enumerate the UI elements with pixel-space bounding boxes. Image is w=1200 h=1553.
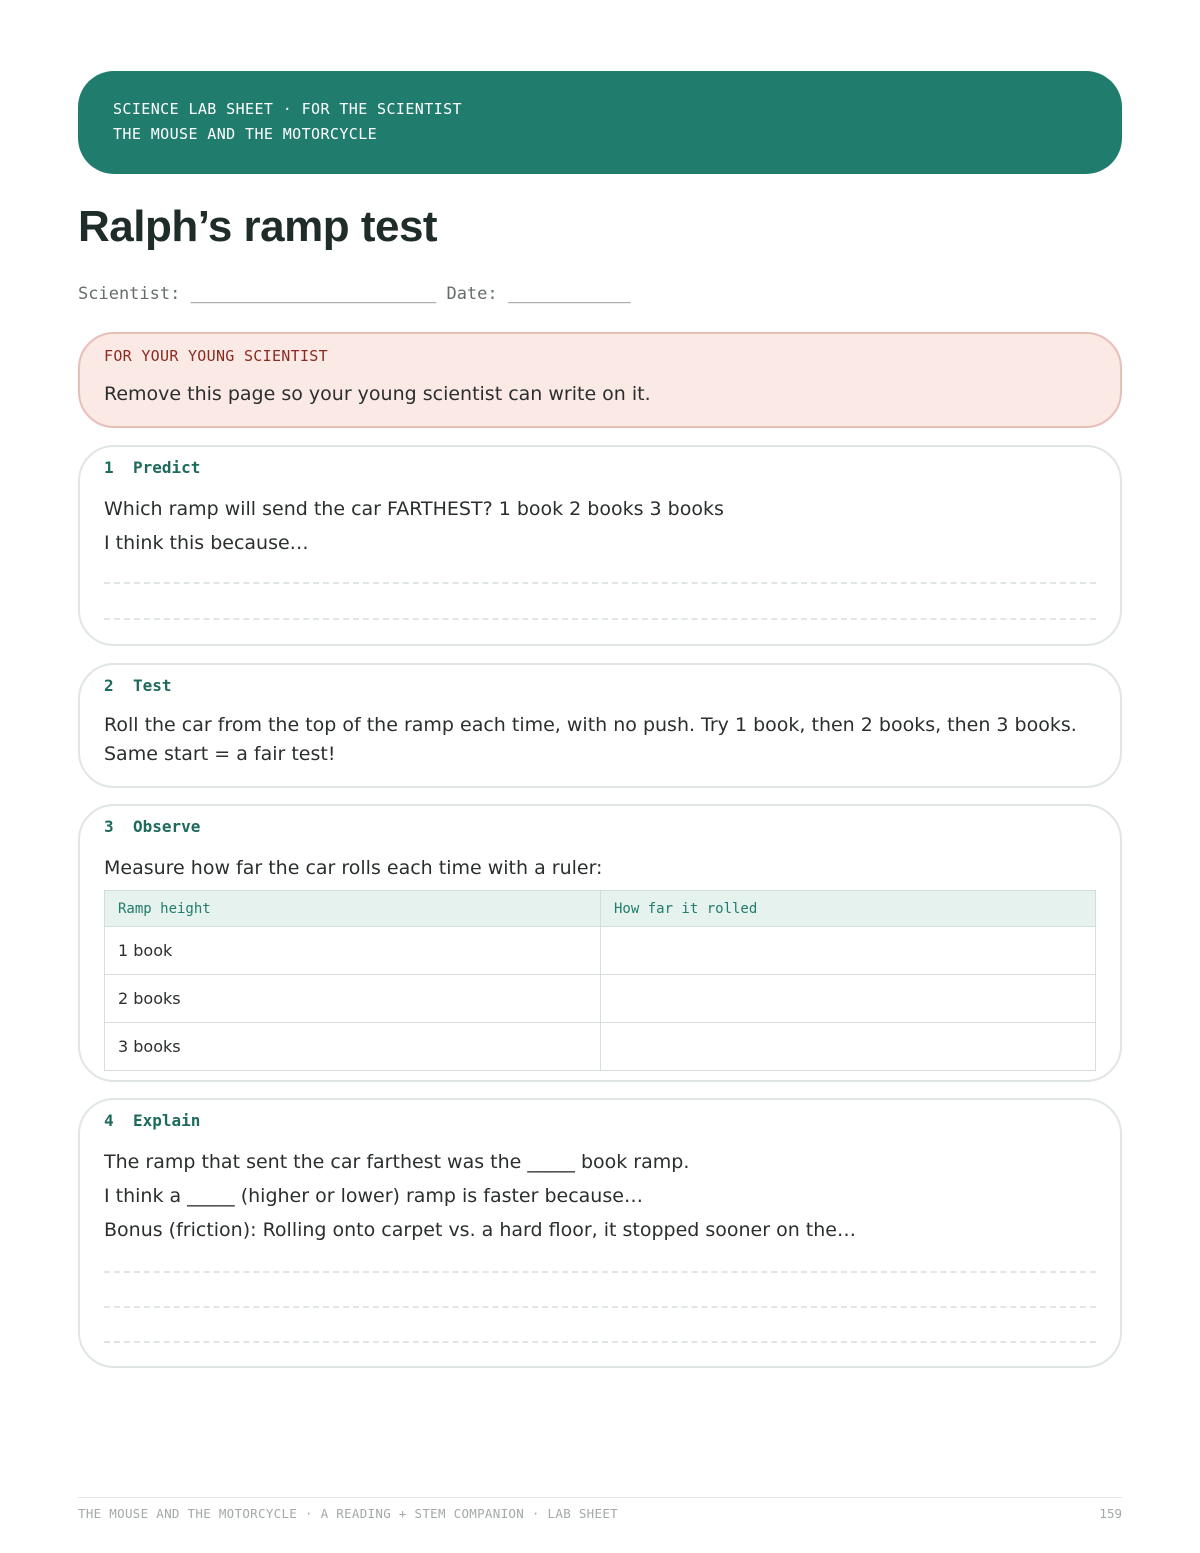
header-subtitle: SCIENCE LAB SHEET · FOR THE SCIENTIST <box>113 100 462 118</box>
page-title: Ralph’s ramp test <box>78 202 438 251</box>
step-name: Predict <box>133 458 201 477</box>
step-text: Measure how far the car rolls each time with a ruler: <box>104 857 603 879</box>
step-observe <box>78 804 1122 1082</box>
step-number: 2 <box>104 676 114 695</box>
distance-cell[interactable] <box>601 1023 1096 1071</box>
step-heading <box>104 676 1096 696</box>
ramp-height-cell: 3 books <box>105 1023 601 1071</box>
column-header: How far it rolled <box>601 891 1096 927</box>
step-name: Observe <box>133 817 201 836</box>
distance-cell[interactable] <box>601 927 1096 975</box>
step-number: 4 <box>104 1111 114 1130</box>
step-predict <box>78 445 1122 646</box>
step-name: Explain <box>133 1111 201 1130</box>
distance-cell[interactable] <box>601 975 1096 1023</box>
column-header: Ramp height <box>105 891 601 927</box>
step-text: Which ramp will send the car FARTHEST? 1 book 2 books 3 books <box>104 498 724 520</box>
table-row <box>105 1023 1096 1071</box>
note-heading: FOR YOUR YOUNG SCIENTIST <box>104 347 328 365</box>
writing-line <box>104 1341 1096 1343</box>
step-heading <box>104 1111 1096 1131</box>
note-body: Remove this page so your young scientist can write on it. <box>104 383 651 405</box>
step-text: I think this because… <box>104 532 309 554</box>
step-heading <box>104 817 1096 837</box>
page-number: 159 <box>1099 1506 1122 1521</box>
table-row <box>105 975 1096 1023</box>
step-name: Test <box>133 676 172 695</box>
step-number: 1 <box>104 458 114 477</box>
step-text: Bonus (friction): Rolling onto carpet vs. a hard floor, it stopped sooner on the… <box>104 1219 856 1241</box>
step-heading <box>104 458 1096 478</box>
ramp-height-cell: 2 books <box>105 975 601 1023</box>
footer-divider <box>78 1497 1122 1498</box>
writing-line <box>104 618 1096 620</box>
step-text: The ramp that sent the car farthest was the _____ book ramp. <box>104 1151 690 1173</box>
footer-text: THE MOUSE AND THE MOTORCYCLE · A READING + STEM COMPANION · LAB SHEET <box>78 1506 618 1521</box>
header-book-title: THE MOUSE AND THE MOTORCYCLE <box>113 125 378 143</box>
step-text: Same start = a fair test! <box>104 743 336 765</box>
writing-line <box>104 1271 1096 1273</box>
step-test <box>78 663 1122 788</box>
observation-table <box>104 890 1096 1071</box>
step-text: Roll the car from the top of the ramp each time, with no push. Try 1 book, then 2 books, then 3 books. <box>104 714 1077 736</box>
header-banner <box>78 71 1122 174</box>
parent-note <box>78 332 1122 428</box>
scientist-date-line: Scientist: ________________________ Date: ____________ <box>78 284 631 304</box>
ramp-height-cell: 1 book <box>105 927 601 975</box>
step-explain <box>78 1098 1122 1368</box>
writing-line <box>104 1306 1096 1308</box>
writing-line <box>104 582 1096 584</box>
step-number: 3 <box>104 817 114 836</box>
table-row <box>105 927 1096 975</box>
step-text: I think a _____ (higher or lower) ramp is faster because… <box>104 1185 643 1207</box>
